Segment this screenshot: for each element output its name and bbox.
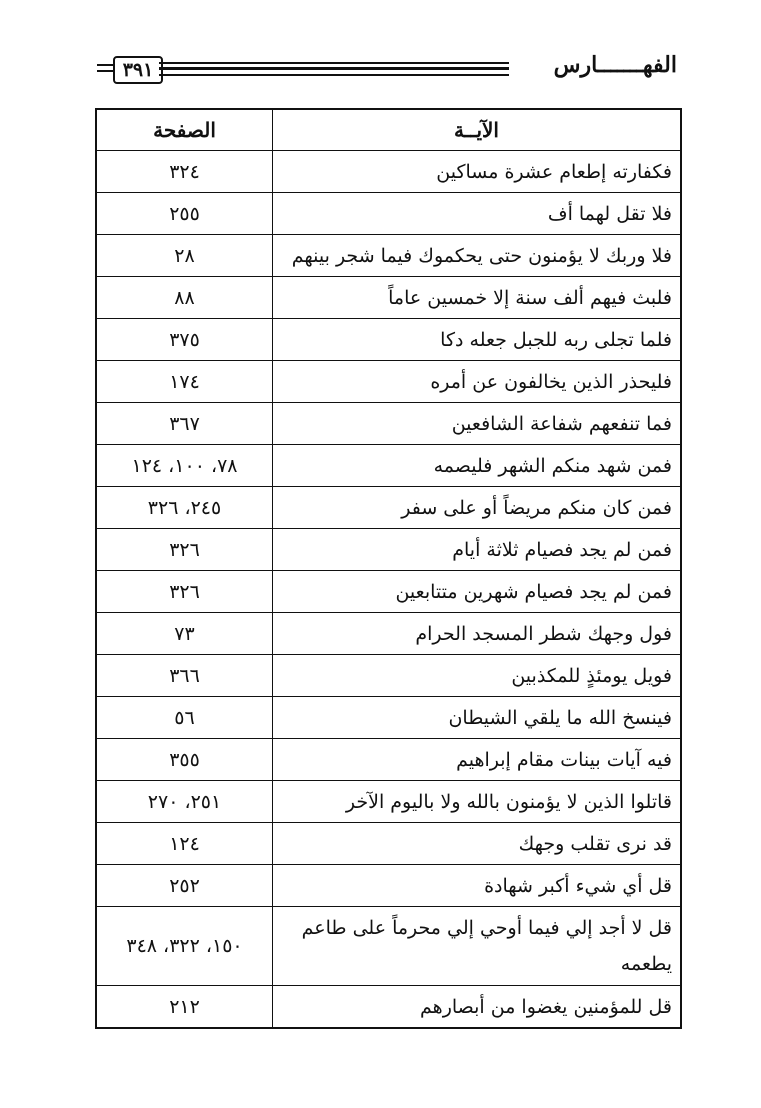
page-ref-cell: ١٥٠، ٣٢٢، ٣٤٨ [96,907,273,986]
table-row [96,697,681,739]
table-row [96,361,681,403]
verse-cell: قل أي شيء أكبر شهادة [273,865,682,907]
table-row [96,907,681,986]
verse-cell: فليحذر الذين يخالفون عن أمره [273,361,682,403]
verse-index-table [95,108,682,1029]
table-row [96,739,681,781]
table-row [96,151,681,193]
table-row [96,613,681,655]
table-row [96,487,681,529]
verse-cell: فما تنفعهم شفاعة الشافعين [273,403,682,445]
table-row [96,445,681,487]
verse-cell: فكفارته إطعام عشرة مساكين [273,151,682,193]
page-ref-cell: ٥٦ [96,697,273,739]
verse-cell: فلا وربك لا يؤمنون حتى يحكموك فيما شجر بينهم [273,235,682,277]
header-rule [97,64,113,66]
table-row [96,571,681,613]
table-row [96,865,681,907]
page-ref-cell: ٣٥٥ [96,739,273,781]
page-ref-cell: ٧٨، ١٠٠، ١٢٤ [96,445,273,487]
page-ref-cell: ٨٨ [96,277,273,319]
page-ref-cell: ٢٥١، ٢٧٠ [96,781,273,823]
page-ref-cell: ٢١٢ [96,986,273,1029]
verse-cell: فلما تجلى ربه للجبل جعله دكا [273,319,682,361]
header-rule [159,67,509,70]
page-ref-cell: ٣٧٥ [96,319,273,361]
table-row [96,781,681,823]
page-ref-cell: ٧٣ [96,613,273,655]
table-row [96,277,681,319]
table-row [96,823,681,865]
table-row [96,319,681,361]
verse-cell: فمن شهد منكم الشهر فليصمه [273,445,682,487]
table-row [96,235,681,277]
verse-cell: فينسخ الله ما يلقي الشيطان [273,697,682,739]
table-row [96,529,681,571]
header-rule [159,62,509,64]
verse-cell: فمن لم يجد فصيام شهرين متتابعين [273,571,682,613]
page-ref-cell: ٢٨ [96,235,273,277]
page-ref-cell: ١٢٤ [96,823,273,865]
verse-cell: قل للمؤمنين يغضوا من أبصارهم [273,986,682,1029]
column-header-verse: الآيــة [273,109,682,151]
page-ref-cell: ٢٥٥ [96,193,273,235]
verse-cell: فيه آيات بينات مقام إبراهيم [273,739,682,781]
page-header [95,52,677,86]
page-ref-cell: ٣٦٧ [96,403,273,445]
page-ref-cell: ٣٦٦ [96,655,273,697]
table-header-row [96,109,681,151]
page-ref-cell: ١٧٤ [96,361,273,403]
page-ref-cell: ٢٥٢ [96,865,273,907]
page-ref-cell: ٣٢٦ [96,529,273,571]
header-rule [97,70,113,72]
page-title: الفهـــــــارس [553,52,677,78]
verse-cell: قاتلوا الذين لا يؤمنون بالله ولا باليوم الآخر [273,781,682,823]
page-ref-cell: ٢٤٥، ٣٢٦ [96,487,273,529]
table-row [96,655,681,697]
verse-cell: قد نرى تقلب وجهك [273,823,682,865]
page-number: ٣٩١ [113,56,163,84]
table-row [96,986,681,1029]
verse-cell: قل لا أجد إلي فيما أوحي إلي محرماً على طاعم يطعمه [273,907,682,986]
table-row [96,193,681,235]
table-row [96,403,681,445]
page-ref-cell: ٣٢٤ [96,151,273,193]
verse-cell: فول وجهك شطر المسجد الحرام [273,613,682,655]
verse-cell: فويل يومئذٍ للمكذبين [273,655,682,697]
verse-cell: فمن كان منكم مريضاً أو على سفر [273,487,682,529]
header-rule [159,74,509,76]
verse-cell: فمن لم يجد فصيام ثلاثة أيام [273,529,682,571]
page-ref-cell: ٣٢٦ [96,571,273,613]
column-header-page: الصفحة [96,109,273,151]
verse-cell: فلبث فيهم ألف سنة إلا خمسين عاماً [273,277,682,319]
verse-cell: فلا تقل لهما أف [273,193,682,235]
